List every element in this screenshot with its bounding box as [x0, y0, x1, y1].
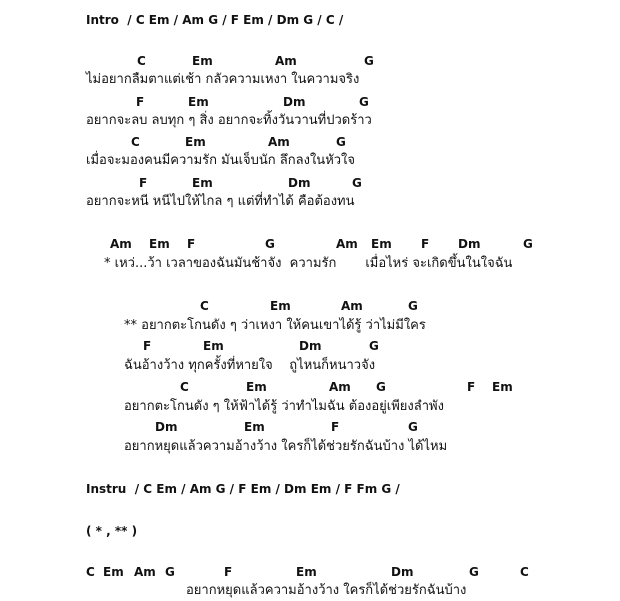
chord-g: G — [336, 135, 346, 149]
chord-dm: Dm — [299, 339, 322, 353]
chord-em: Em — [270, 299, 291, 313]
chord-dm: Dm — [391, 565, 414, 579]
chord-row — [0, 297, 620, 315]
chord-row — [0, 563, 620, 581]
chord-am: Am — [329, 380, 351, 394]
lyric-line: ฉันอ้างว้าง ทุกครั้งที่หายใจ ถูไหนก็หนาวจัง — [124, 358, 376, 373]
chord-g: G — [265, 237, 275, 251]
chord-em: Em — [149, 237, 170, 251]
chord-em: Em — [371, 237, 392, 251]
chord-f: F — [467, 380, 476, 394]
chord-g: G — [369, 339, 379, 353]
chord-g: G — [523, 237, 533, 251]
chord-em: Em — [192, 176, 213, 190]
chord-f: F — [143, 339, 152, 353]
chord-g: G — [408, 299, 418, 313]
chord-em: Em — [296, 565, 317, 579]
chord-c: C — [137, 54, 146, 68]
lyric-line: เมื่อจะมองคนมีความรัก มันเจ็บนัก ลึกลงในหัวใจ — [86, 153, 356, 168]
chord-row — [0, 378, 620, 396]
chord-c: C — [131, 135, 140, 149]
chord-f: F — [187, 237, 196, 251]
chord-em: Em — [192, 54, 213, 68]
chord-row — [0, 174, 620, 192]
lyric-line: อยากจะหนี หนีไปให้ไกล ๆ แต่ที่ทำได้ คือต้องทน — [86, 194, 355, 209]
chord-am: Am — [275, 54, 297, 68]
repeat-marker: ( * , ** ) — [86, 524, 138, 538]
chord-row — [0, 52, 620, 70]
chord-c: C — [200, 299, 209, 313]
chord-g: G — [359, 95, 369, 109]
chord-c: C — [520, 565, 529, 579]
chord-f: F — [421, 237, 430, 251]
lyric-line: อยากหยุดแล้วความอ้างว้าง ใครก็ได้ช่วยรักฉันบ้าง — [186, 583, 467, 598]
chord-am: Am — [336, 237, 358, 251]
chord-c: C — [180, 380, 189, 394]
chord-row — [0, 93, 620, 111]
chord-em: Em — [246, 380, 267, 394]
chord-g: G — [469, 565, 479, 579]
lyric-line: ไม่อยากลืมตาแต่เช้า กลัวความเหงา ในความจริง — [86, 72, 360, 87]
chord-em: Em — [492, 380, 513, 394]
chord-am: Am — [268, 135, 290, 149]
chord-f: F — [139, 176, 148, 190]
chord-em: Em — [103, 565, 124, 579]
chord-g: G — [376, 380, 386, 394]
lyric-line: อยากตะโกนดัง ๆ ให้ฟ้าได้รู้ ว่าทำไมฉัน ต้องอยู่เพียงลำพัง — [124, 399, 444, 414]
chord-dm: Dm — [155, 420, 178, 434]
chord-em: Em — [203, 339, 224, 353]
chord-am: Am — [341, 299, 363, 313]
chord-row — [0, 133, 620, 151]
chord-g: G — [165, 565, 175, 579]
chord-am: Am — [134, 565, 156, 579]
chord-am: Am — [110, 237, 132, 251]
chord-em: Em — [188, 95, 209, 109]
chord-row — [0, 235, 620, 253]
chord-f: F — [331, 420, 340, 434]
lyric-line: ** อยากตะโกนดัง ๆ ว่าเหงา ให้คนเขาได้รู้ ว่าไม่มีใคร — [124, 318, 426, 333]
chord-g: G — [408, 420, 418, 434]
chord-g: G — [364, 54, 374, 68]
chord-g: G — [352, 176, 362, 190]
chord-dm: Dm — [288, 176, 311, 190]
chord-f: F — [136, 95, 145, 109]
chord-em: Em — [244, 420, 265, 434]
lyric-line: อยากหยุดแล้วความอ้างว้าง ใครก็ได้ช่วยรักฉันบ้าง ได้ไหม — [124, 439, 448, 454]
lyric-line: อยากจะลบ ลบทุก ๆ สิ่ง อยากจะทิ้งวันวานที่ปวดร้าว — [86, 113, 372, 128]
chord-em: Em — [185, 135, 206, 149]
chord-dm: Dm — [458, 237, 481, 251]
chord-row — [0, 418, 620, 436]
intro-progression: Intro / C Em / Am G / F Em / Dm G / C / — [86, 13, 344, 27]
chord-row — [0, 337, 620, 355]
lyric-line: * เหว่...ว้า เวลาของฉันมันช้าจัง ความรัก เมื่อไหร่ จะเกิดขึ้นในใจฉัน — [104, 256, 513, 271]
chord-f: F — [224, 565, 233, 579]
chord-c: C — [86, 565, 95, 579]
instrumental-progression: Instru / C Em / Am G / F Em / Dm Em / F Fm G / — [86, 482, 400, 496]
chord-dm: Dm — [283, 95, 306, 109]
